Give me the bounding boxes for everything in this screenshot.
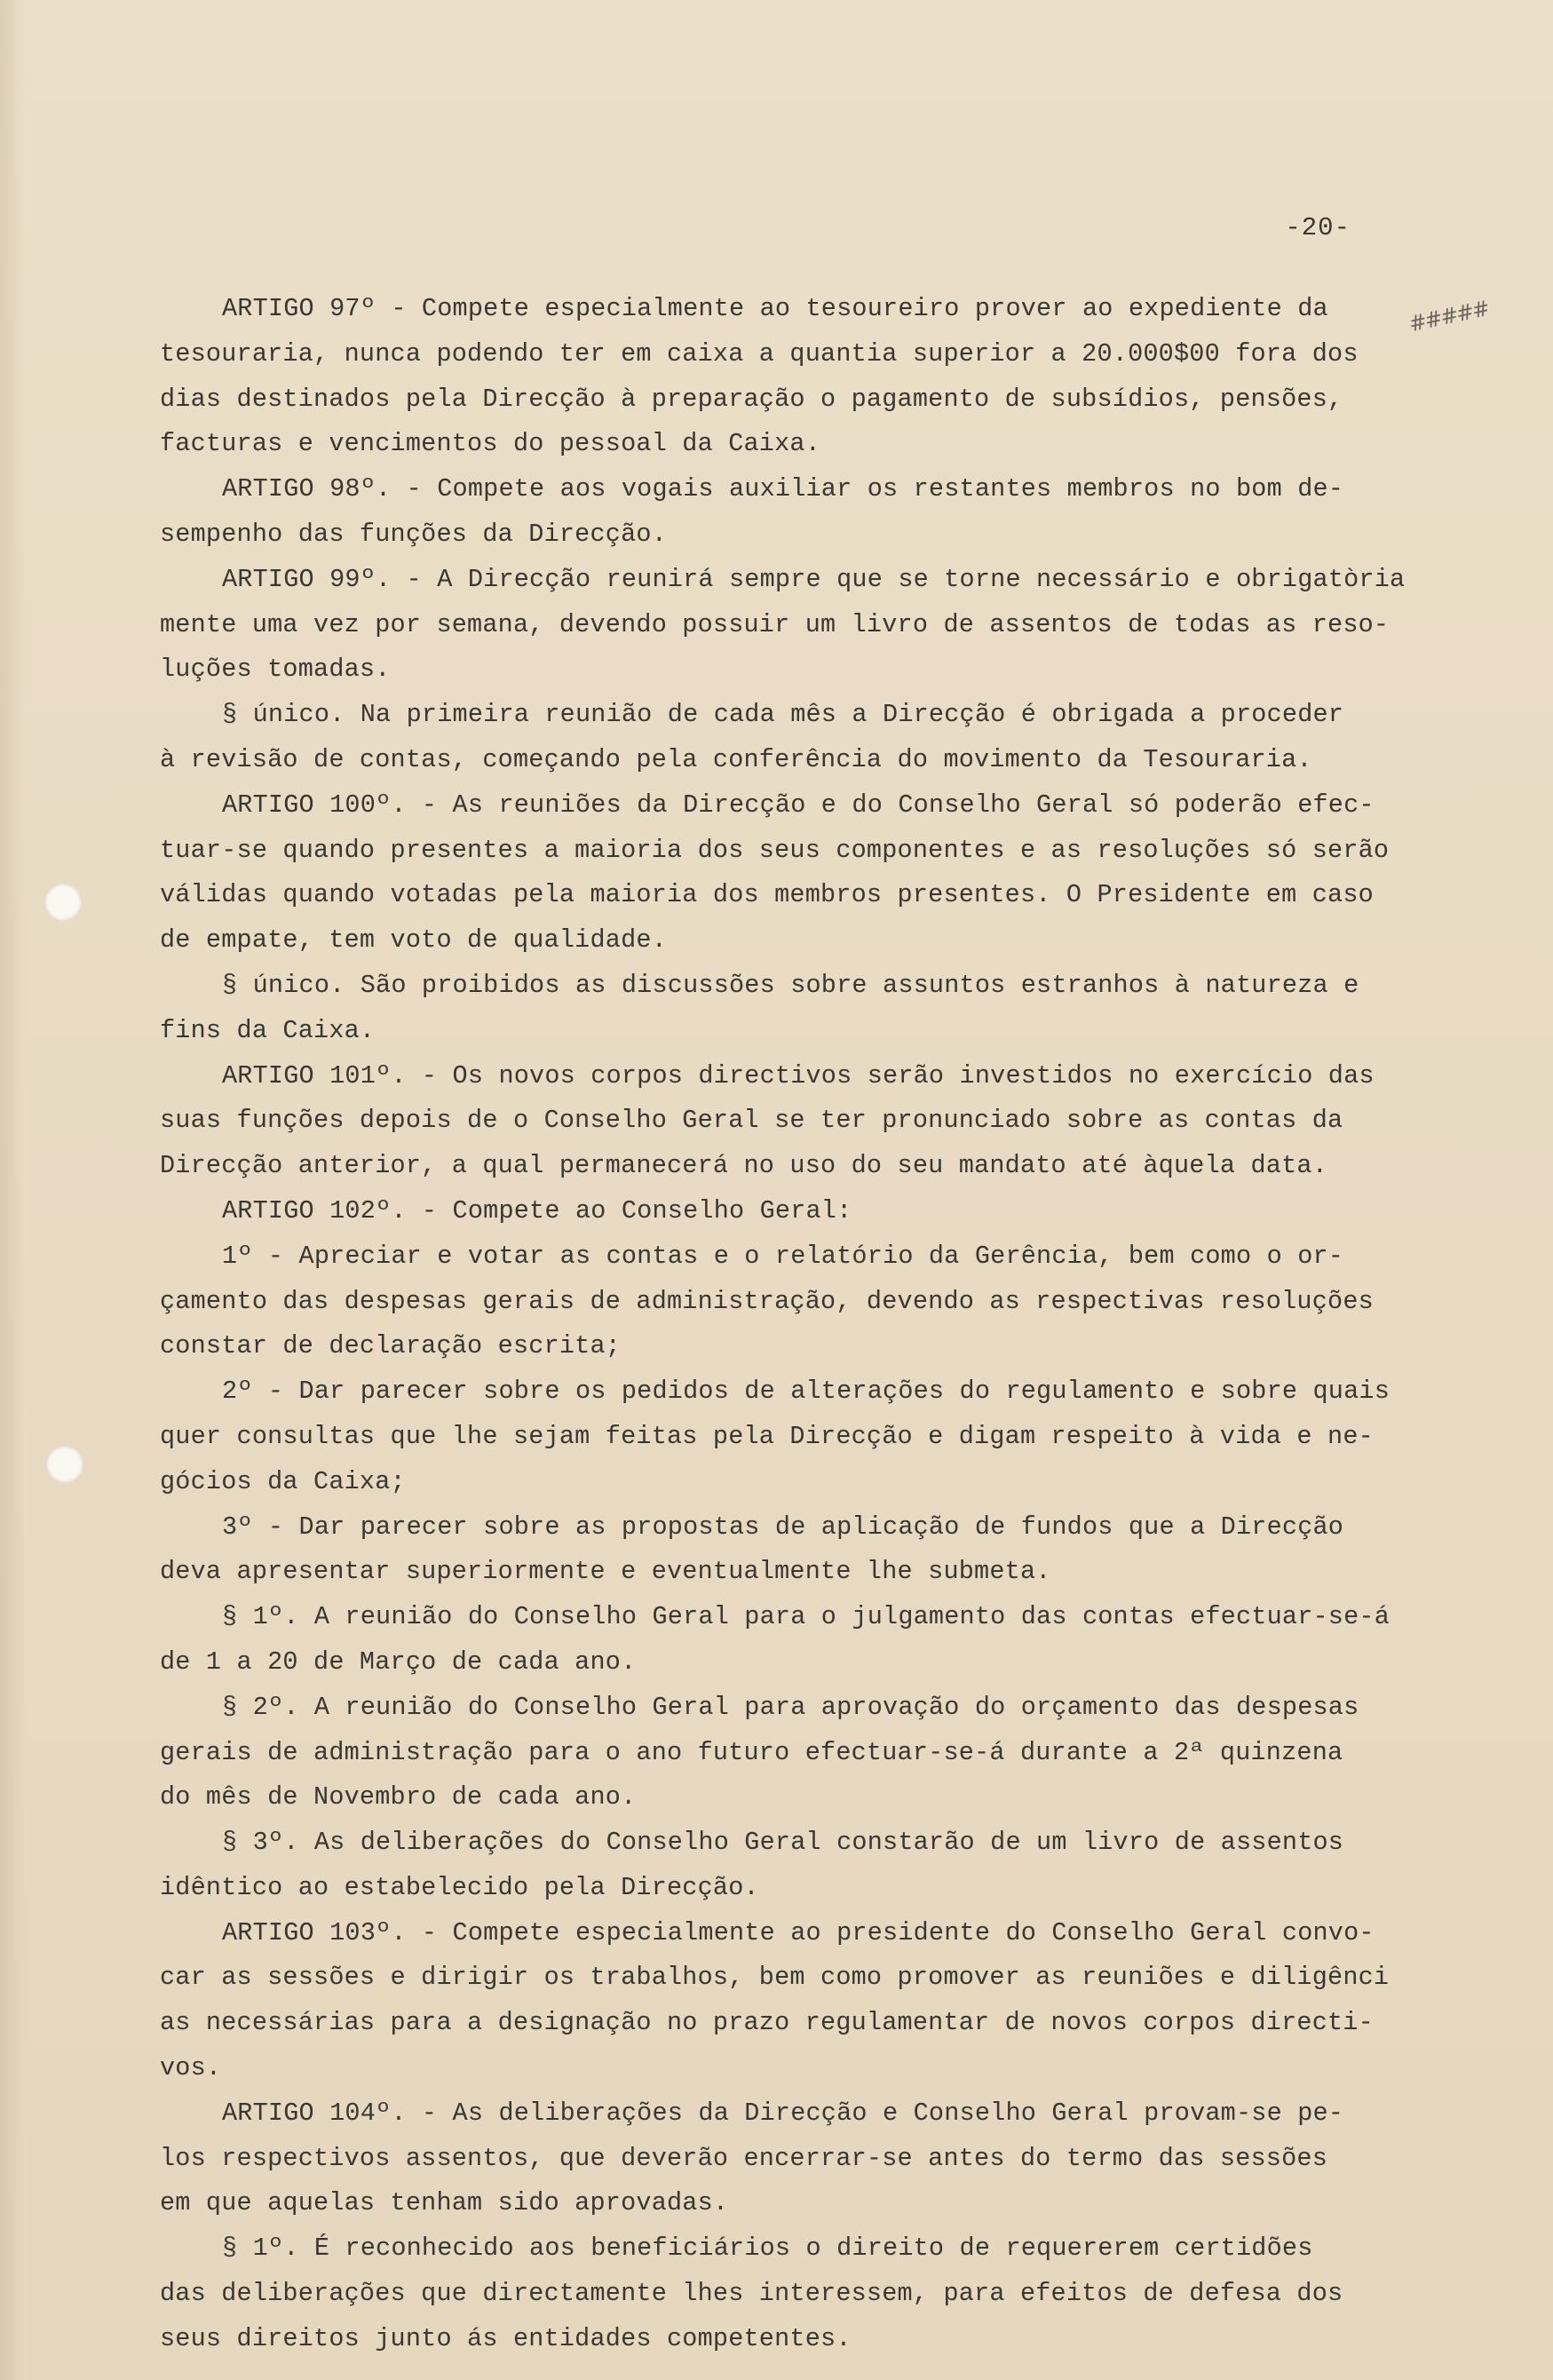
page-number: -20-: [1285, 213, 1351, 242]
text-line: dias destinados pela Direcção à preparação o pagamento de subsídios, pensões,: [160, 384, 1343, 414]
page-edge-shadow: [0, 0, 25, 2380]
text-line: ARTIGO 103º. - Compete especialmente ao presidente do Conselho Geral convo-: [222, 1917, 1375, 1948]
text-line: Direcção anterior, a qual permanecerá no uso do seu mandato até àquela data.: [160, 1151, 1328, 1181]
text-line: ARTIGO 104º. - As deliberações da Direcção e Conselho Geral provam-se pe-: [222, 2098, 1344, 2128]
text-line: 1º - Apreciar e votar as contas e o relatório da Gerência, bem como o or-: [222, 1241, 1344, 1271]
text-line: à revisão de contas, começando pela conferência do movimento da Tesouraria.: [160, 744, 1312, 774]
text-line: vos.: [160, 2053, 222, 2083]
text-line: de empate, tem voto de qualidade.: [160, 925, 667, 956]
text-line: facturas e vencimentos do pessoal da Caixa.: [160, 429, 821, 459]
text-line: seus direitos junto ás entidades competentes.: [160, 2323, 852, 2353]
binder-hole: [44, 884, 82, 921]
text-line: mente uma vez por semana, devendo possuir um livro de assentos de todas as reso-: [160, 609, 1390, 639]
text-line: ARTIGO 98º. - Compete aos vogais auxiliar os restantes membros no bom de-: [222, 474, 1344, 504]
text-line: das deliberações que directamente lhes interessem, para efeitos de defesa dos: [160, 2279, 1343, 2309]
text-line: constar de declaração escrita;: [160, 1331, 622, 1361]
text-line: 2º - Dar parecer sobre os pedidos de alterações do regulamento e sobre quais: [222, 1376, 1391, 1407]
text-line: idêntico ao estabelecido pela Direcção.: [160, 1872, 759, 1902]
text-line: fins da Caixa.: [160, 1015, 376, 1045]
text-line: em que aquelas tenham sido aprovadas.: [160, 2188, 729, 2218]
text-line: çamento das despesas gerais de administração, devendo as respectivas resoluções: [160, 1286, 1374, 1316]
text-line: ARTIGO 97º - Compete especialmente ao tesoureiro prover ao expediente da: [222, 294, 1328, 323]
typed-text-body: [160, 287, 1421, 2362]
text-line: ARTIGO 99º. - A Direcção reunirá sempre que se torne necessário e obrigatòria: [222, 564, 1406, 594]
text-line: gócios da Caixa;: [160, 1466, 406, 1496]
text-line: ARTIGO 102º. - Compete ao Conselho Geral:: [222, 1195, 852, 1226]
text-line: tuar-se quando presentes a maioria dos seus componentes e as resoluções só serão: [160, 835, 1390, 865]
text-line: § 1º. A reunião do Conselho Geral para o julgamento das contas efectuar-se-á: [222, 1602, 1391, 1632]
text-line: gerais de administração para o ano futuro efectuar-se-á durante a 2ª quinzena: [160, 1737, 1343, 1767]
crossed-out-mark: #####: [1406, 296, 1491, 337]
text-line: § 1º. É reconhecido aos beneficiários o direito de requererem certidões: [222, 2233, 1313, 2264]
text-line: as necessárias para a designação no prazo regulamentar de novos corpos directi-: [160, 2008, 1374, 2038]
text-line: de 1 a 20 de Março de cada ano.: [160, 1646, 637, 1677]
text-line: ARTIGO 100º. - As reuniões da Direcção e do Conselho Geral só poderão efec-: [222, 789, 1375, 820]
text-line: § 2º. A reunião do Conselho Geral para aprovação do orçamento das despesas: [222, 1692, 1359, 1722]
text-line: car as sessões e dirigir os trabalhos, bem como promover as reuniões e diligênci: [160, 1963, 1390, 1993]
text-line: suas funções depois de o Conselho Geral se ter pronunciado sobre as contas da: [160, 1106, 1343, 1136]
text-line: § único. Na primeira reunião de cada mês a Direcção é obrigada a proceder: [222, 700, 1344, 730]
text-line: 3º - Dar parecer sobre as propostas de aplicação de fundos que a Direcção: [222, 1511, 1344, 1542]
text-line: los respectivos assentos, que deverão encerrar-se antes do termo das sessões: [160, 2143, 1328, 2173]
text-line: § único. São proibidos as discussões sobre assuntos estranhos à natureza e: [222, 970, 1359, 1000]
text-line: válidas quando votadas pela maioria dos membros presentes. O Presidente em caso: [160, 880, 1374, 910]
text-line: tesouraria, nunca podendo ter em caixa a quantia superior a 20.000$00 fora dos: [160, 338, 1359, 369]
text-line: do mês de Novembro de cada ano.: [160, 1782, 637, 1813]
text-line: quer consultas que lhe sejam feitas pela Direcção e digam respeito à vida e ne-: [160, 1421, 1374, 1451]
text-line: luções tomadas.: [160, 654, 391, 685]
binder-hole: [46, 1446, 83, 1483]
text-line: sempenho das funções da Direcção.: [160, 519, 667, 549]
text-line: deva apresentar superiormente e eventualmente lhe submeta.: [160, 1557, 1051, 1587]
text-line: ARTIGO 101º. - Os novos corpos directivos serão investidos no exercício das: [222, 1060, 1375, 1091]
text-line: § 3º. As deliberações do Conselho Geral constarão de um livro de assentos: [222, 1828, 1344, 1858]
